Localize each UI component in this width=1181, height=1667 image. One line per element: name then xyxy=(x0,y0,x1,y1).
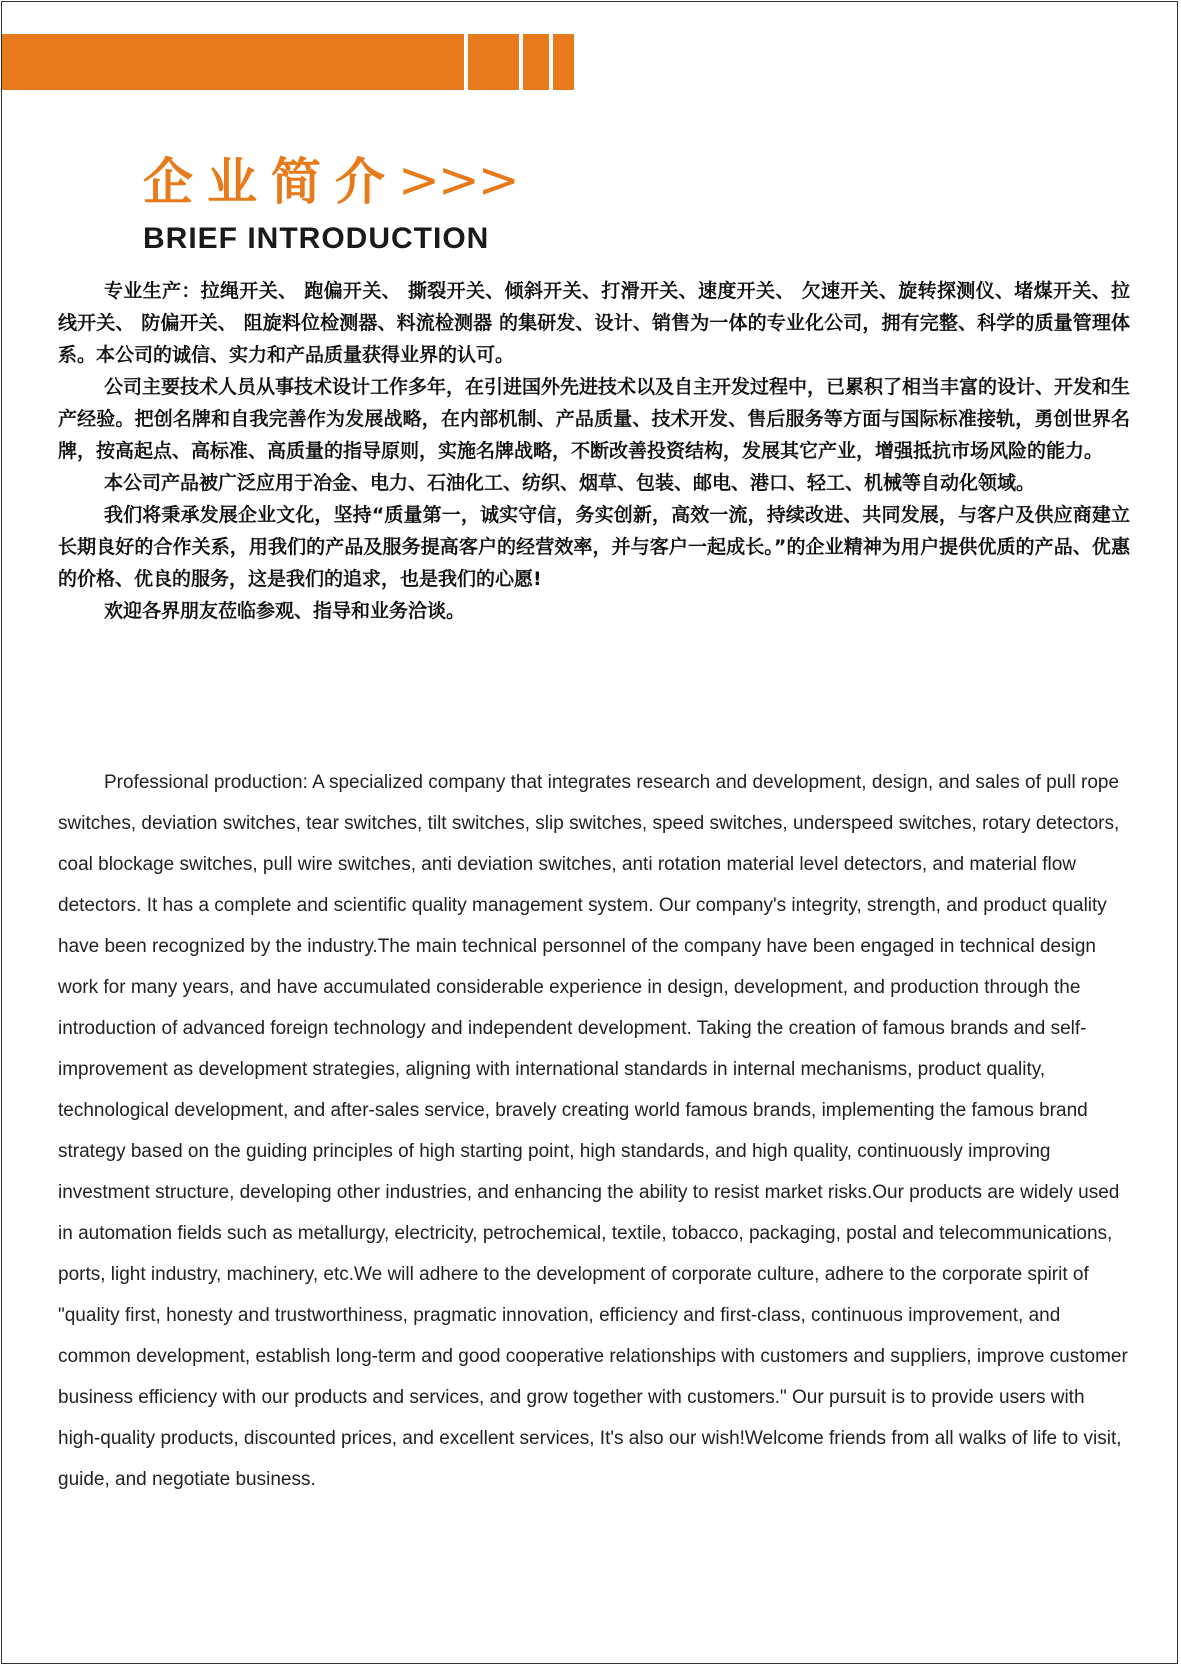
chinese-paragraph: 我们将秉承发展企业文化，坚持“质量第一，诚实守信，务实创新，高效一流，持续改进、共同发展，与客户及供应商建立长期良好的合作关系，用我们的产品及服务提高客户的经营效率，并与客户一起成长。”的企业精神为用户提供优质的产品、优惠的价格、优良的服务，这是我们的追求，也是我们的心愿! xyxy=(58,504,1130,590)
english-paragraph: Professional production: A specialized company that integrates research and development, design, and sales of pull rope switches, deviation switches, tear switches, tilt switches, slip switches, speed switches, underspeed switches, rotary detectors, coal blockage switches, pull wire switches, anti deviation switches, anti rotation material level detectors, and material flow detectors. It has a complete and scientific quality management system. Our company's integrity, strength, and product quality have been recognized by the industry.The main technical personnel of the company have been engaged in technical design work for many years, and have accumulated considerable experience in design, development, and production through the introduction of advanced foreign technology and independent development. Taking the creation of famous brands and self-improvement as development strategies, aligning with international standards in internal mechanisms, product quality, technological development, and after-sales service, bravely creating world famous brands, implementing the famous brand strategy based on the guiding principles of high starting point, high standards, and high quality, continuously improving investment structure, developing other industries, and enhancing the ability to resist market risks.Our products are widely used in automation fields such as metallurgy, electricity, petrochemical, textile, tobacco, packaging, postal and telecommunications, ports, light industry, machinery, etc.We will adhere to the development of corporate culture, adhere to the corporate spirit of "quality first, honesty and trustworthiness, pragmatic innovation, efficiency and first-class, continuous improvement, and common development, establish long-term and good cooperative relationships with customers and suppliers, improve customer business efficiency with our products and services, and grow together with customers." Our pursuit is to provide users with high-quality products, discounted prices, and excellent services, It's also our wish!Welcome friends from all walks of life to visit, guide, and negotiate business. xyxy=(58,772,1128,1490)
header-accent-block xyxy=(553,34,574,90)
chinese-paragraph: 专业生产：拉绳开关、 跑偏开关、 撕裂开关、倾斜开关、打滑开关、速度开关、 欠速开关、旋转探测仪、堵煤开关、拉线开关、 防偏开关、 阻旋料位检测器、料流检测器 的集研发、设计、销售为一体的专业化公司，拥有完整、科学的质量管理体系。本公司的诚信、实力和产品质量获得业界的认可。 xyxy=(58,280,1130,366)
header-accent-block xyxy=(468,34,519,90)
chinese-paragraph: 本公司产品被广泛应用于冶金、电力、石油化工、纺织、烟草、包装、邮电、港口、轻工、机械等自动化领域。 xyxy=(104,472,1036,494)
english-introduction xyxy=(58,762,1130,1500)
title-arrows-icon: >>> xyxy=(398,151,518,209)
header-accent-block xyxy=(523,34,549,90)
chinese-introduction xyxy=(58,275,1130,627)
page-title-english: BRIEF INTRODUCTION xyxy=(143,222,490,255)
header-accent-bar xyxy=(2,34,464,90)
chinese-paragraph: 欢迎各界朋友莅临参观、指导和业务洽谈。 xyxy=(104,600,466,622)
chinese-paragraph: 公司主要技术人员从事技术设计工作多年，在引进国外先进技术以及自主开发过程中，已累积了相当丰富的设计、开发和生产经验。把创名牌和自我完善作为发展战略，在内部机制、产品质量、技术开发、售后服务等方面与国际标准接轨，勇创世界名牌，按高起点、高标准、高质量的指导原则，实施名牌战略，不断改善投资结构，发展其它产业，增强抵抗市场风险的能力。 xyxy=(58,376,1131,462)
page-title-chinese: 企业简介 xyxy=(143,153,399,211)
